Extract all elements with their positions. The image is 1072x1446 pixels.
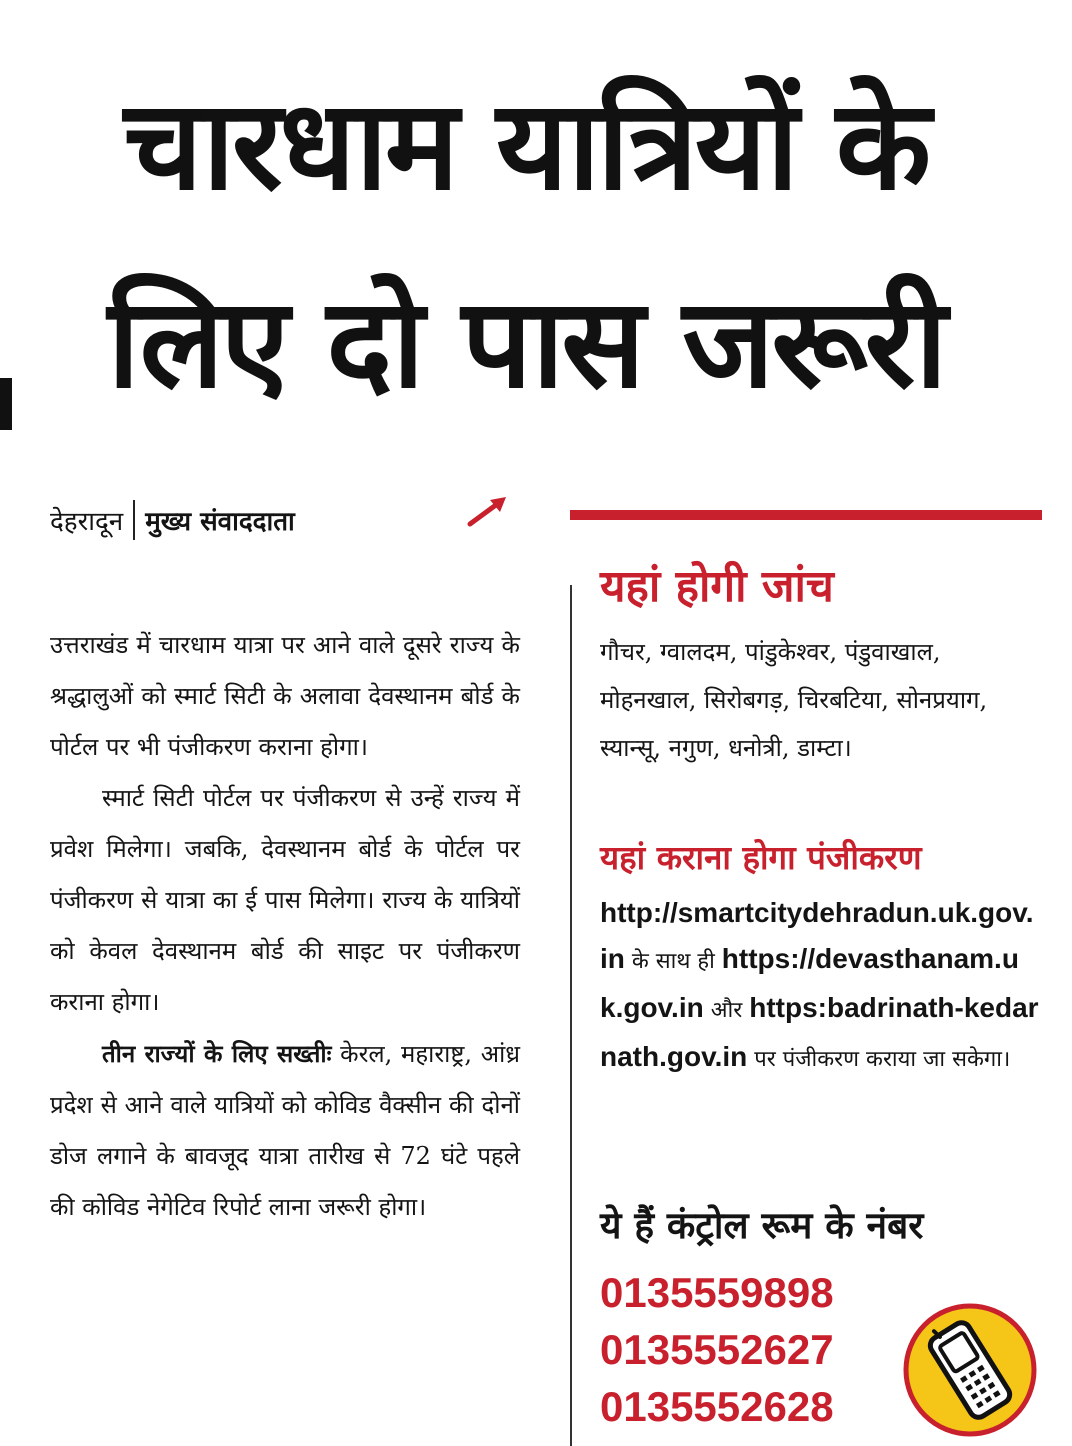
mobile-phone-icon (902, 1302, 1038, 1438)
registration-link-1[interactable]: http://smartcitydehradun.uk.gov.in (600, 897, 1034, 974)
column-divider (570, 585, 572, 1446)
registration-connector-1: के साथ ही (624, 949, 722, 974)
dateline (50, 500, 295, 540)
article-paragraph-3 (50, 1028, 520, 1233)
registration-connector-3: पर पंजीकरण कराया जा सकेगा। (747, 1047, 1011, 1072)
headline-line-2: लिए दो पास जरूरी (107, 272, 945, 416)
headline-line-1: चारधाम यात्रियों के (123, 74, 929, 218)
check-places: गौचर, ग्वालदम, पांडुकेश्वर, पंडुवाखाल, मोहनखाल, सिरोबगड़, चिरबटिया, सोनप्रयाग, स्यान्सू, नगुण, धनोत्री, डाम्टा। (600, 638, 988, 762)
registration-text (600, 890, 1040, 1083)
article-paragraph-3-text: केरल, महाराष्ट्र, आंध्र प्रदेश से आने वाले यात्रियों को कोविड वैक्सीन की दोनों डोज लगाने के बावजूद यात्रा तारीख से 72 घंटे पहले की कोविड नेगेटिव रिपोर्ट लाना जरूरी होगा। (50, 1040, 521, 1221)
article-paragraph-3-lead: तीन राज्यों के लिए सख्तीः (102, 1039, 332, 1068)
control-room-numbers (600, 1264, 834, 1435)
dateline-reporter: मुख्य संवाददाता (145, 507, 295, 537)
arrow-icon (466, 494, 510, 528)
registration-link-2[interactable]: https://devasthanam.uk.gov.in (600, 943, 1019, 1023)
article-paragraph-1: उत्तराखंड में चारधाम यात्रा पर आने वाले दूसरे राज्य के श्रद्धालुओं को स्मार्ट सिटी के अलावा देवस्थानम बोर्ड के पोर्टल पर भी पंजीकरण कराना होगा। (50, 631, 520, 761)
sidebar-top-rule (570, 510, 1042, 520)
article-paragraph-2: स्मार्ट सिटी पोर्टल पर पंजीकरण से उन्हें राज्य में प्रवेश मिलेगा। जबकि, देवस्थानम बोर्ड के पोर्टल पर पंजीकरण से यात्रा का ई पास मिलेगा। राज्य के यात्रियों को केवल देवस्थानम बोर्ड की साइट पर पंजीकरण कराना होगा। (50, 784, 520, 1016)
article-body (50, 620, 520, 1233)
dateline-place: देहरादून (50, 507, 124, 537)
control-room-heading: ये हैं कंट्रोल रूम के नंबर (600, 1204, 924, 1247)
edge-mark (0, 378, 12, 430)
registration-link-3[interactable]: https:badrinath-kedarnath.gov.in (600, 992, 1039, 1072)
phone-number-1[interactable]: 0135559898 (600, 1269, 834, 1316)
phone-number-3[interactable]: 0135552628 (600, 1383, 834, 1430)
registration-heading: यहां कराना होगा पंजीकरण (600, 838, 922, 877)
dateline-separator (133, 500, 135, 540)
phone-number-2[interactable]: 0135552627 (600, 1326, 834, 1373)
check-heading: यहां होगी जांच (600, 561, 834, 612)
registration-connector-2: और (703, 998, 750, 1023)
